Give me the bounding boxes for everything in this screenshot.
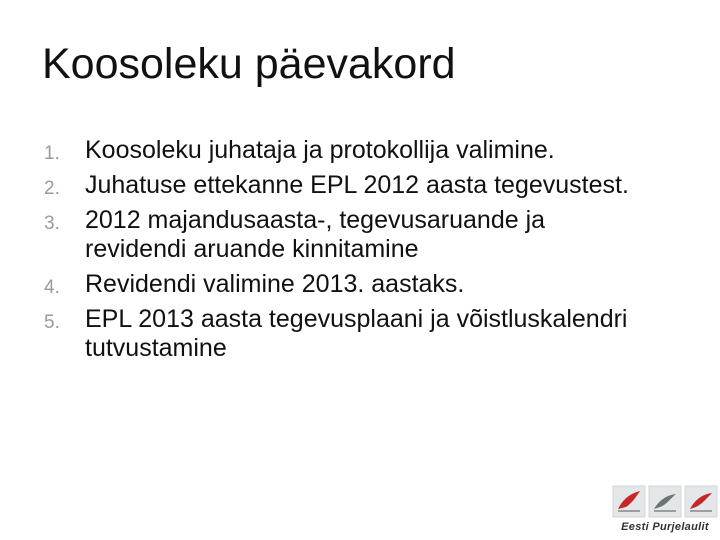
agenda-text: Revidendi valimine 2013. aastaks.: [85, 270, 465, 298]
logo-text: Eesti Purjelaulit: [621, 521, 709, 533]
agenda-item: [0, 270, 650, 299]
agenda-item: [0, 305, 650, 363]
agenda-number: 3.: [44, 213, 60, 234]
agenda-item: [0, 136, 650, 165]
agenda-number: 2.: [44, 178, 60, 199]
agenda-number: 1.: [44, 143, 60, 164]
agenda-text: Juhatuse ettekanne EPL 2012 aasta tegevustest.: [85, 171, 629, 199]
agenda-text: EPL 2013 aasta tegevusplaani ja võistluskalendri tutvustamine: [85, 305, 628, 362]
agenda-list: [0, 136, 650, 369]
sailboat-icon: [610, 485, 720, 519]
agenda-item: [0, 206, 650, 264]
organization-logo: [610, 485, 720, 540]
agenda-item: [0, 171, 650, 200]
agenda-text: Koosoleku juhataja ja protokollija valimine.: [85, 136, 555, 164]
agenda-text: 2012 majandusaasta-, tegevusaruande ja revidendi aruande kinnitamine: [85, 206, 546, 263]
slide-title: Koosoleku päevakord: [42, 40, 456, 88]
agenda-number: 5.: [44, 312, 60, 333]
agenda-number: 4.: [44, 277, 60, 298]
